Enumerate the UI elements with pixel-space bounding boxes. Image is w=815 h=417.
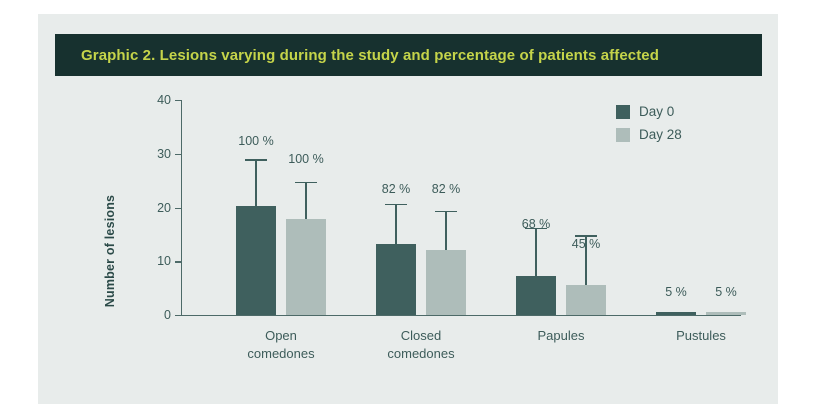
legend-item-day28 [616, 127, 682, 142]
y-axis-label: Number of lesions [103, 194, 117, 308]
x-category-label-open-comedones [247, 327, 314, 362]
chart-legend [616, 104, 682, 150]
y-tick-label: 30 [157, 146, 171, 161]
legend-swatch-icon [616, 105, 630, 119]
errorbar-day28-open-comedones [286, 182, 326, 220]
legend-item-day0 [616, 104, 682, 119]
bar-day0-pustules [656, 312, 696, 315]
chart-panel [38, 14, 778, 404]
plot-area [38, 76, 778, 404]
x-axis-line [181, 315, 741, 316]
errorbar-day0-open-comedones [236, 159, 276, 206]
errorbar-day0-papules [516, 228, 556, 276]
data-label-day28-closed-comedones: 82 % [431, 182, 461, 196]
x-category-label-line2: comedones [387, 345, 455, 361]
bar-day28-papules [566, 285, 606, 315]
data-label-day0-open-comedones: 100 % [238, 134, 274, 148]
errorbar-day28-closed-comedones [426, 211, 466, 250]
data-label-day0-closed-comedones: 82 % [381, 182, 411, 196]
x-category-label-line1: Closed [400, 328, 442, 343]
bar-day0-open-comedones [236, 206, 276, 315]
data-label-day28-pustules: 5 % [715, 285, 737, 299]
bar-day28-closed-comedones [426, 250, 466, 315]
data-label-day28-papules: 45 % [571, 237, 601, 251]
x-category-label-papules: Papules [537, 328, 585, 343]
y-tick-label: 40 [157, 93, 171, 107]
x-category-label-line2: comedones [247, 345, 315, 361]
bar-day28-pustules [706, 312, 746, 315]
data-label-day28-open-comedones: 100 % [288, 152, 324, 166]
y-tick-label: 10 [157, 254, 171, 269]
page-title: Graphic 2. Lesions varying during the study and percentage of patients affected [81, 46, 660, 64]
y-tick-label: 20 [157, 200, 171, 215]
errorbar-day0-closed-comedones [376, 204, 416, 244]
x-category-label-pustules: Pustules [676, 328, 726, 343]
data-label-day0-papules: 68 % [521, 217, 551, 231]
x-category-label-closed-comedones [387, 327, 454, 362]
data-label-day0-pustules: 5 % [665, 285, 687, 299]
chart-title-bar [55, 34, 762, 76]
legend-label: Day 0 [639, 104, 675, 119]
x-category-label-line1: Open [265, 328, 297, 343]
legend-swatch-icon [616, 128, 630, 142]
y-axis-line [181, 100, 182, 315]
bar-day0-closed-comedones [376, 244, 416, 315]
legend-label: Day 28 [639, 127, 682, 142]
y-tick-label: 0 [164, 308, 171, 322]
bar-day28-open-comedones [286, 219, 326, 315]
bar-day0-papules [516, 276, 556, 315]
